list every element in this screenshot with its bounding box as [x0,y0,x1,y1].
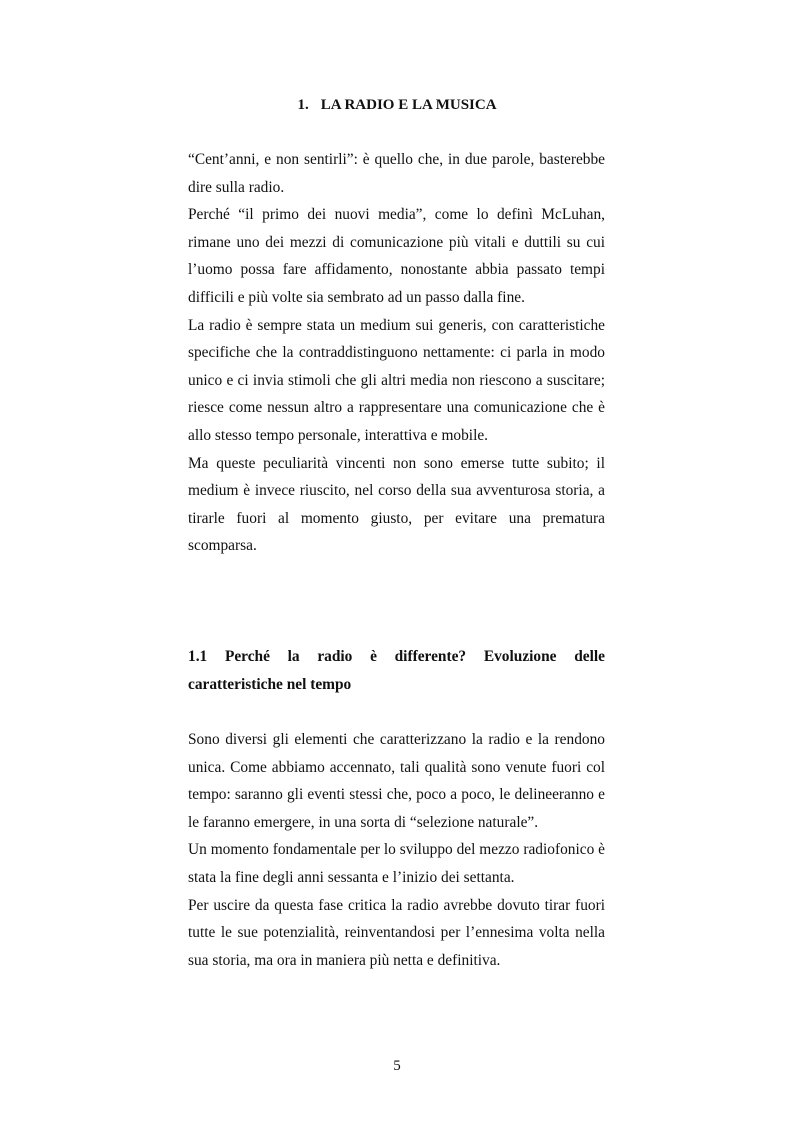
paragraph: Perché “il primo dei nuovi media”, come lo definì McLuhan, rimane uno dei mezzi di comunicazione più vitali e duttili su cui l’uomo possa fare affidamento, nonostante abbia passato tempi difficili e più volte sia sembrato ad un passo dalla fine. [188,206,605,306]
intro-body [188,146,605,560]
chapter-number: 1. [297,97,309,113]
paragraph: La radio è sempre stata un medium sui generis, con caratteristiche specifiche che la contraddistinguono nettamente: ci parla in modo unico e ci invia stimoli che gli altri media non riescono a suscitare; riesce come nessun altro a rappresentare una comunicazione che è allo stesso tempo personale, interattiva e mobile. [188,316,605,444]
paragraph: Ma queste peculiarità vincenti non sono emerse tutte subito; il medium è invece riuscito, nel corso della sua avventurosa storia, a tirarle fuori al momento giusto, per evitare una prematura scomparsa. [188,454,605,555]
paragraph: Per uscire da questa fase critica la radio avrebbe dovuto tirar fuori tutte le sue potenzialità, reinventandosi per l’ennesima volta nella sua storia, ma ora in maniera più netta e definitiva. [188,896,605,969]
section-heading: 1.1 Perché la radio è differente? Evoluzione delle caratteristiche nel tempo [188,648,605,693]
chapter-title-text: LA RADIO E LA MUSICA [320,97,497,113]
chapter-title [0,95,794,115]
paragraph: Sono diversi gli elementi che caratterizzano la radio e la rendono unica. Come abbiamo accennato, tali qualità sono venute fuori col tempo: saranno gli eventi stessi che, poco a poco, le delineeranno e le faranno emergere, in una sorta di “selezione naturale”. [188,731,605,831]
paragraph: Un momento fondamentale per lo sviluppo del mezzo radiofonico è stata la fine degli anni sessanta e l’inizio dei settanta. [188,841,605,886]
section-body [188,726,605,974]
paragraph: “Cent’anni, e non sentirli”: è quello che, in due parole, basterebbe dire sulla radio. [188,151,605,196]
page-number: 5 [393,1058,401,1074]
